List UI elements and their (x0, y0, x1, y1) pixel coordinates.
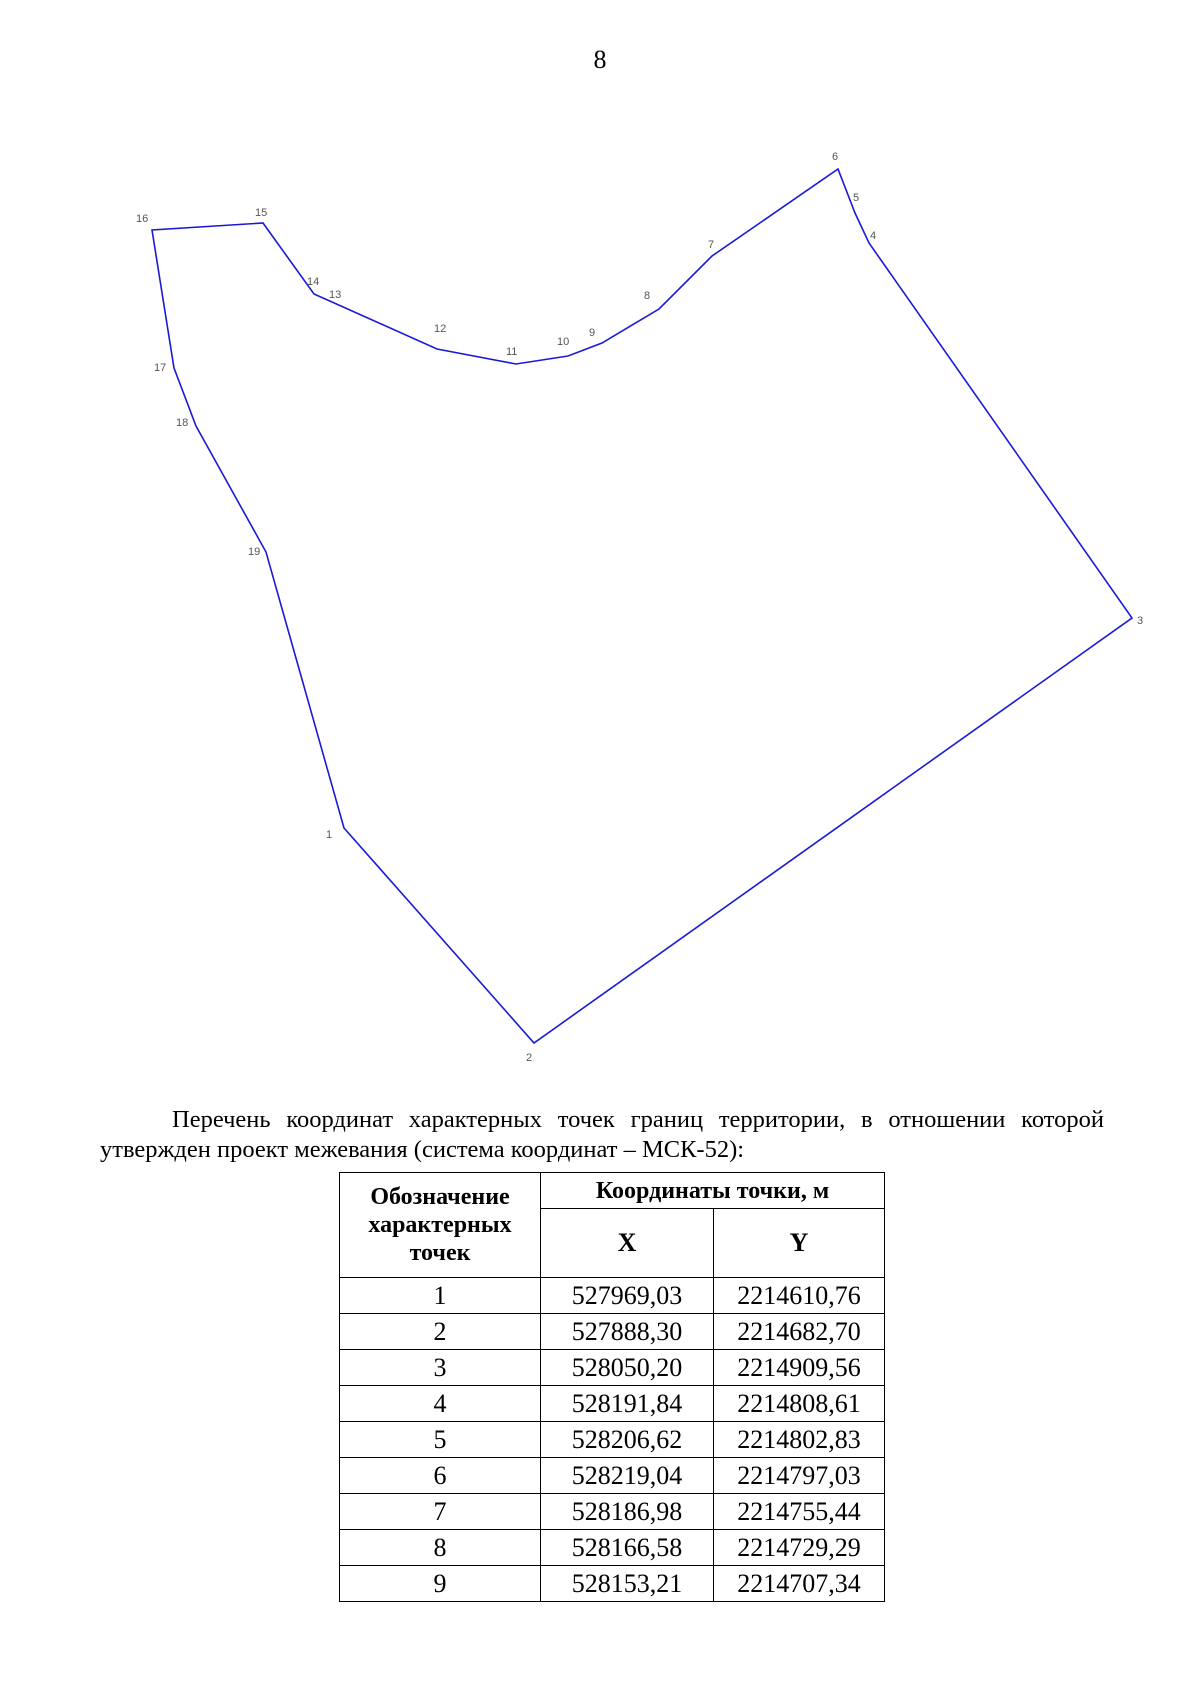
point-label: 15 (255, 207, 268, 219)
header-x: X (541, 1209, 714, 1278)
cell-point: 3 (340, 1350, 541, 1386)
cell-y: 2214802,83 (714, 1422, 885, 1458)
point-label: 17 (154, 362, 167, 374)
table-row (340, 1566, 885, 1602)
caption-text: Перечень координат характерных точек границ территории, в отношении которой утвержден проект межевания (система координат – МСК-52): (100, 1106, 1104, 1163)
cell-point: 4 (340, 1386, 541, 1422)
page-number: 8 (593, 45, 607, 74)
cell-y: 2214707,34 (714, 1566, 885, 1602)
point-label: 16 (136, 213, 149, 225)
cell-y: 2214755,44 (714, 1494, 885, 1530)
point-label: 3 (1137, 615, 1144, 627)
cell-x: 528050,20 (541, 1350, 714, 1386)
cell-y: 2214682,70 (714, 1314, 885, 1350)
cell-y: 2214729,29 (714, 1530, 885, 1566)
header-y: Y (714, 1209, 885, 1278)
cell-y: 2214797,03 (714, 1458, 885, 1494)
point-label: 2 (526, 1052, 533, 1064)
point-label: 4 (870, 230, 877, 242)
point-label: 14 (307, 276, 320, 288)
cell-point: 9 (340, 1566, 541, 1602)
cell-y: 2214610,76 (714, 1278, 885, 1314)
point-label: 6 (832, 151, 839, 163)
boundary-polygon (152, 169, 1132, 1043)
cell-x: 527888,30 (541, 1314, 714, 1350)
table-row (340, 1350, 885, 1386)
table-row (340, 1458, 885, 1494)
point-label: 13 (329, 289, 342, 301)
point-label: 11 (506, 346, 518, 358)
point-label: 18 (176, 417, 189, 429)
cell-x: 528206,62 (541, 1422, 714, 1458)
table-row (340, 1314, 885, 1350)
cell-x: 528191,84 (541, 1386, 714, 1422)
coordinates-table (339, 1172, 885, 1602)
cell-x: 527969,03 (541, 1278, 714, 1314)
cell-y: 2214808,61 (714, 1386, 885, 1422)
header-designation: Обозначение характерных точек (340, 1173, 541, 1278)
point-label: 7 (708, 239, 715, 251)
cell-point: 6 (340, 1458, 541, 1494)
cell-x: 528153,21 (541, 1566, 714, 1602)
cell-y: 2214909,56 (714, 1350, 885, 1386)
point-label: 8 (644, 290, 651, 302)
table-row (340, 1278, 885, 1314)
point-label: 5 (853, 192, 860, 204)
caption-paragraph (100, 1105, 1104, 1165)
table-row (340, 1530, 885, 1566)
cell-x: 528219,04 (541, 1458, 714, 1494)
table-row (340, 1494, 885, 1530)
point-label: 9 (589, 327, 596, 339)
table-row (340, 1386, 885, 1422)
point-label: 12 (434, 323, 447, 335)
table-row (340, 1422, 885, 1458)
cell-point: 1 (340, 1278, 541, 1314)
cell-point: 5 (340, 1422, 541, 1458)
cell-point: 7 (340, 1494, 541, 1530)
point-label: 1 (326, 829, 333, 841)
cell-x: 528166,58 (541, 1530, 714, 1566)
cell-point: 8 (340, 1530, 541, 1566)
point-label: 10 (557, 336, 570, 348)
point-label: 19 (248, 546, 261, 558)
cell-point: 2 (340, 1314, 541, 1350)
cell-x: 528186,98 (541, 1494, 714, 1530)
header-coordinates: Координаты точки, м (541, 1173, 885, 1209)
